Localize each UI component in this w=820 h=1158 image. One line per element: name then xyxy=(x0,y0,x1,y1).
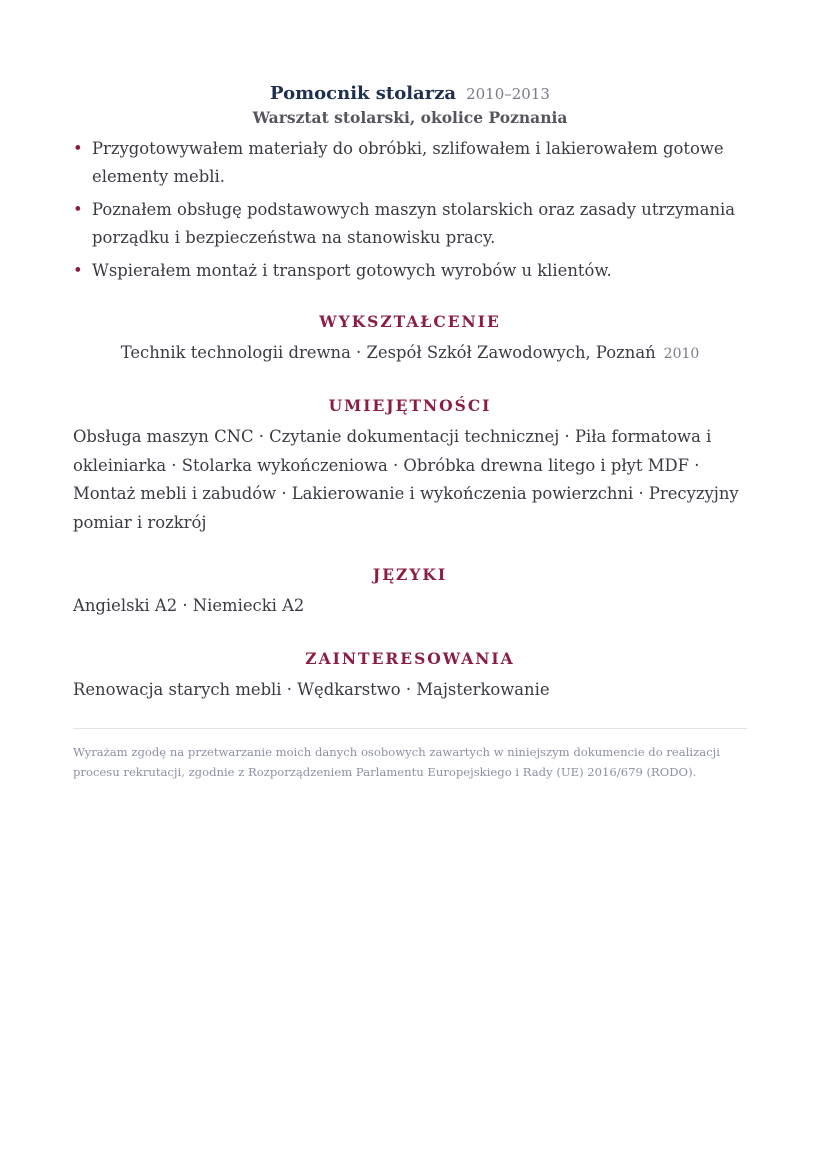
bullet-icon: • xyxy=(73,261,83,280)
job-header xyxy=(73,80,747,108)
bullet-icon: • xyxy=(73,200,83,219)
list-item xyxy=(73,135,747,191)
education-year: 2010 xyxy=(663,346,700,362)
duty-text: Poznałem obsługę podstawowych maszyn stolarskich oraz zasady utrzymania porządku i bezpieczeństwa na stanowisku pracy. xyxy=(92,200,736,247)
consent-clause: Wyrażam zgodę na przetwarzanie moich danych osobowych zawartych w niniejszym dokumencie do realizacji procesu rekrutacji, zgodnie z Rozporządzeniem Parlamentu Europejskiego i Rady (UE) 2016/679 (RODO). xyxy=(73,745,720,779)
skills-text: Obsługa maszyn CNC · Czytanie dokumentacji technicznej · Piła formatowa i okleiniarka · Stolarka wykończeniowa · Obróbka drewna litego i płyt MDF · Montaż mebli i zabudów · Lakierowanie i wykończenia powierzchni · Precyzyjny pomiar i rozkrój xyxy=(73,427,739,532)
education-entry xyxy=(73,340,747,367)
divider xyxy=(73,728,747,729)
bullet-icon: • xyxy=(73,139,83,158)
list-item xyxy=(73,257,747,285)
duty-text: Wspierałem montaż i transport gotowych wyrobów u klientów. xyxy=(92,261,612,280)
skills-heading: UMIEJĘTNOŚCI xyxy=(328,396,492,415)
duty-text: Przygotowywałem materiały do obróbki, szlifowałem i lakierowałem gotowe elementy mebli. xyxy=(92,139,724,186)
interests-heading: ZAINTERESOWANIA xyxy=(305,648,515,668)
education-heading: WYKSZTAŁCENIE xyxy=(319,312,501,331)
job-duties-list xyxy=(73,135,747,285)
interests-text: Renowacja starych mebli · Wędkarstwo · Majsterkowanie xyxy=(73,679,550,699)
job-title: Pomocnik stolarza xyxy=(270,83,457,104)
job-company: Warsztat stolarski, okolice Poznania xyxy=(252,108,568,127)
job-years: 2010–2013 xyxy=(466,85,550,103)
languages-text: Angielski A2 · Niemiecki A2 xyxy=(73,596,305,615)
languages-heading: JĘZYKI xyxy=(372,565,448,584)
education-text: Technik technologii drewna · Zespół Szkół Zawodowych, Poznań xyxy=(120,343,656,362)
list-item xyxy=(73,196,747,252)
cv-content xyxy=(73,80,747,782)
